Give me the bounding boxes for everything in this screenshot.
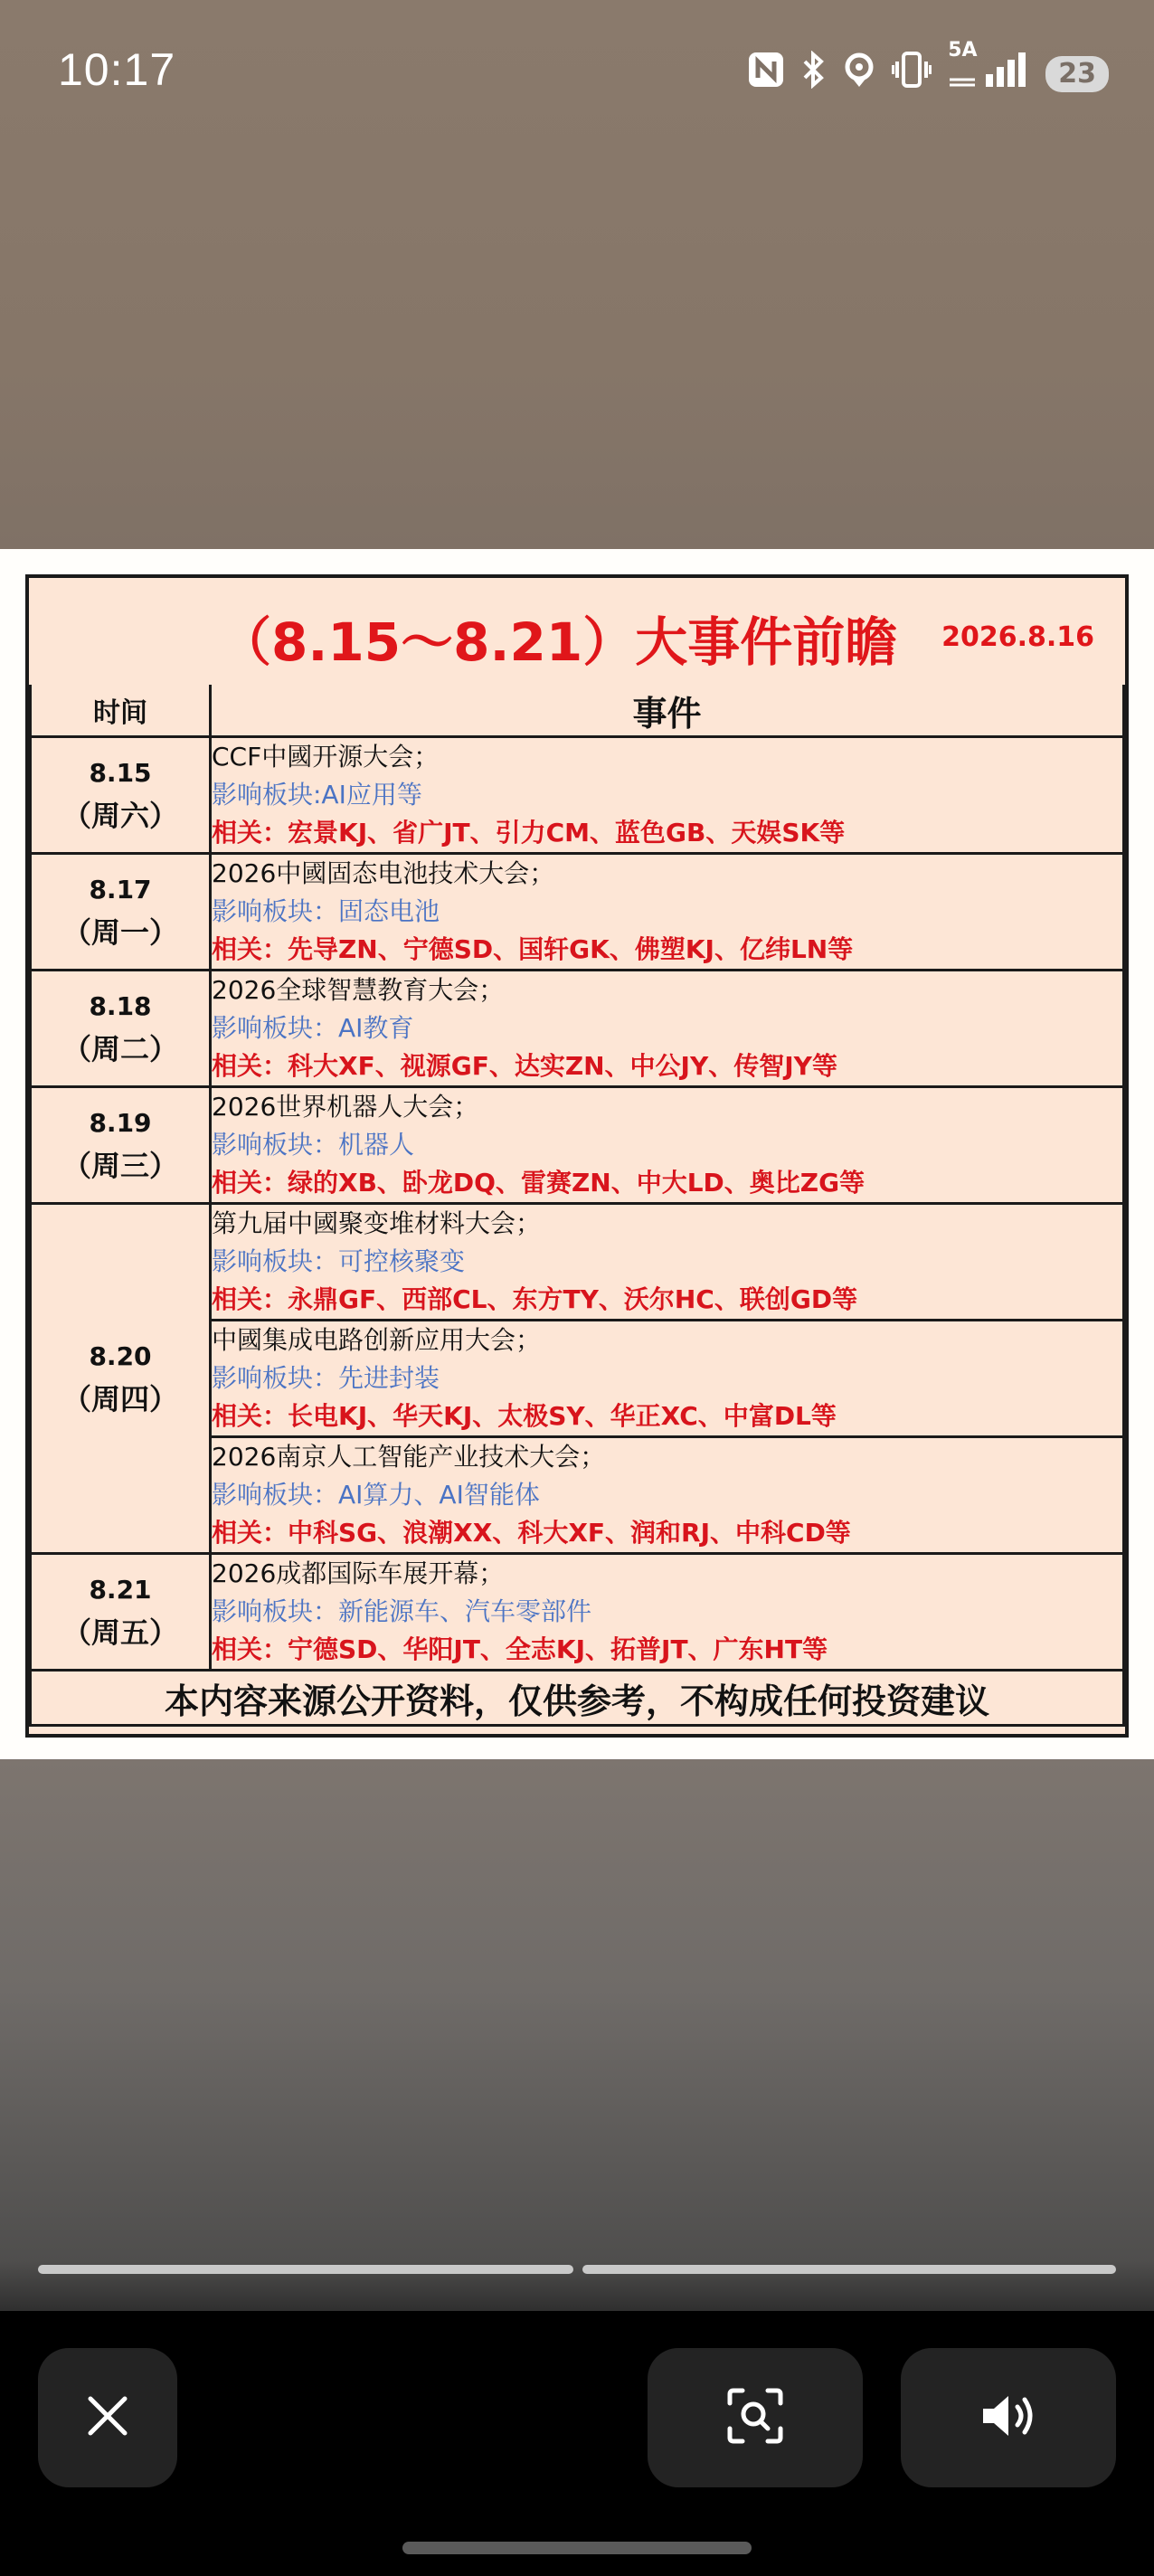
event-related: 相关：长电KJ、华天KJ、太极SY、华正XC、中富DL等 — [212, 1401, 837, 1431]
date-text: 8.15 — [89, 758, 152, 788]
event-sector: 影响板块：可控核聚变 — [212, 1246, 466, 1276]
disclaimer-text: 本内容来源公开资料，仅供参考，不构成任何投资建议 — [31, 1671, 1124, 1726]
close-button[interactable] — [38, 2348, 177, 2487]
date-text: 8.19 — [89, 1108, 152, 1138]
page-indicator-inactive[interactable] — [582, 2265, 1116, 2274]
table-row — [31, 971, 1124, 1087]
event-cell — [211, 1087, 1124, 1204]
date-cell — [31, 737, 211, 854]
weekday-text: （周五） — [61, 1615, 178, 1650]
event-cell — [211, 1204, 1124, 1321]
date-cell — [31, 1204, 211, 1554]
event-name: 第九届中國聚变堆材料大会； — [212, 1208, 542, 1238]
date-cell — [31, 971, 211, 1087]
event-cell — [211, 854, 1124, 971]
event-cell — [211, 1437, 1124, 1554]
event-related: 相关：宏景KJ、省广JT、引力CM、蓝色GB、天娱SK等 — [212, 818, 846, 848]
speaker-icon — [979, 2391, 1037, 2445]
date-cell — [31, 1554, 211, 1671]
signal-5a-icon — [948, 39, 1029, 97]
event-sector: 影响板块：先进封装 — [212, 1363, 440, 1393]
status-bar — [0, 0, 1154, 145]
event-name: 2026世界机器人大会； — [212, 1092, 479, 1122]
event-name: 2026成都国际车展开幕； — [212, 1558, 505, 1588]
event-related: 相关：先导ZN、宁德SD、国轩GK、佛塑KJ、亿纬LN等 — [212, 934, 854, 964]
event-name: 2026全球智慧教育大会； — [212, 975, 505, 1005]
table-row — [31, 1554, 1124, 1671]
weekday-text: （周四） — [61, 1382, 178, 1416]
event-cell — [211, 737, 1124, 854]
event-sector: 影响板块：AI教育 — [212, 1013, 414, 1043]
close-icon — [85, 2393, 130, 2442]
signal-label: 5A — [948, 39, 978, 62]
date-text: 8.21 — [89, 1575, 152, 1605]
event-name: CCF中國开源大会； — [212, 742, 440, 772]
event-sector: 影响板块：AI算力、AI智能体 — [212, 1480, 540, 1510]
post-image[interactable] — [0, 549, 1154, 1759]
event-sector: 影响板块:AI应用等 — [212, 780, 422, 810]
location-icon — [843, 51, 875, 97]
title-row — [29, 578, 1125, 687]
weekday-text: （周六） — [61, 799, 178, 833]
weekday-text: （周一） — [61, 915, 178, 950]
event-related: 相关：科大XF、视源GF、达实ZN、中公JY、传智JY等 — [212, 1051, 837, 1081]
poster-title: （8.15～8.21）大事件前瞻 — [219, 611, 898, 673]
table-row — [31, 1204, 1124, 1321]
header-time: 时间 — [31, 685, 211, 737]
event-name: 2026中國固态电池技术大会； — [212, 858, 555, 888]
event-related: 相关：绿的XB、卧龙DQ、雷赛ZN、中大LD、奥比ZG等 — [212, 1168, 866, 1198]
event-sector: 影响板块：固态电池 — [212, 896, 440, 926]
table-row — [31, 1087, 1124, 1204]
footer-row — [31, 1671, 1124, 1726]
scan-search-button[interactable] — [648, 2348, 863, 2487]
battery-indicator: 23 — [1045, 56, 1109, 92]
status-icons — [747, 39, 1109, 97]
event-cell — [211, 1554, 1124, 1671]
sound-button[interactable] — [901, 2348, 1116, 2487]
date-cell — [31, 854, 211, 971]
page-indicator-active — [38, 2265, 573, 2274]
weekday-text: （周三） — [61, 1149, 178, 1183]
event-name: 中國集成电路创新应用大会； — [212, 1325, 542, 1355]
nfc-icon — [747, 51, 785, 97]
vibrate-icon — [892, 51, 932, 97]
home-indicator[interactable] — [402, 2542, 752, 2554]
header-row — [31, 685, 1124, 737]
poster-date: 2026.8.16 — [941, 621, 1094, 653]
bluetooth-icon — [801, 51, 827, 97]
header-event: 事件 — [211, 685, 1124, 737]
clock: 10:17 — [58, 44, 176, 95]
date-text: 8.17 — [89, 875, 152, 904]
event-schedule-card — [25, 574, 1129, 1738]
event-related: 相关：中科SG、浪潮XX、科大XF、润和RJ、中科CD等 — [212, 1518, 851, 1548]
table-row — [31, 737, 1124, 854]
date-text: 8.20 — [89, 1341, 152, 1371]
event-related: 相关：宁德SD、华阳JT、全志KJ、拓普JT、广东HT等 — [212, 1634, 828, 1664]
event-cell — [211, 1321, 1124, 1437]
event-cell — [211, 971, 1124, 1087]
event-sector: 影响板块：机器人 — [212, 1130, 415, 1160]
weekday-text: （周二） — [61, 1032, 178, 1066]
table-row — [31, 854, 1124, 971]
date-text: 8.18 — [89, 991, 152, 1021]
schedule-table — [29, 685, 1125, 1727]
date-cell — [31, 1087, 211, 1204]
event-name: 2026南京人工智能产业技术大会； — [212, 1442, 606, 1472]
scan-search-icon — [726, 2387, 784, 2448]
event-sector: 影响板块：新能源车、汽车零部件 — [212, 1596, 592, 1626]
event-related: 相关：永鼎GF、西部CL、东方TY、沃尔HC、联创GD等 — [212, 1284, 858, 1314]
